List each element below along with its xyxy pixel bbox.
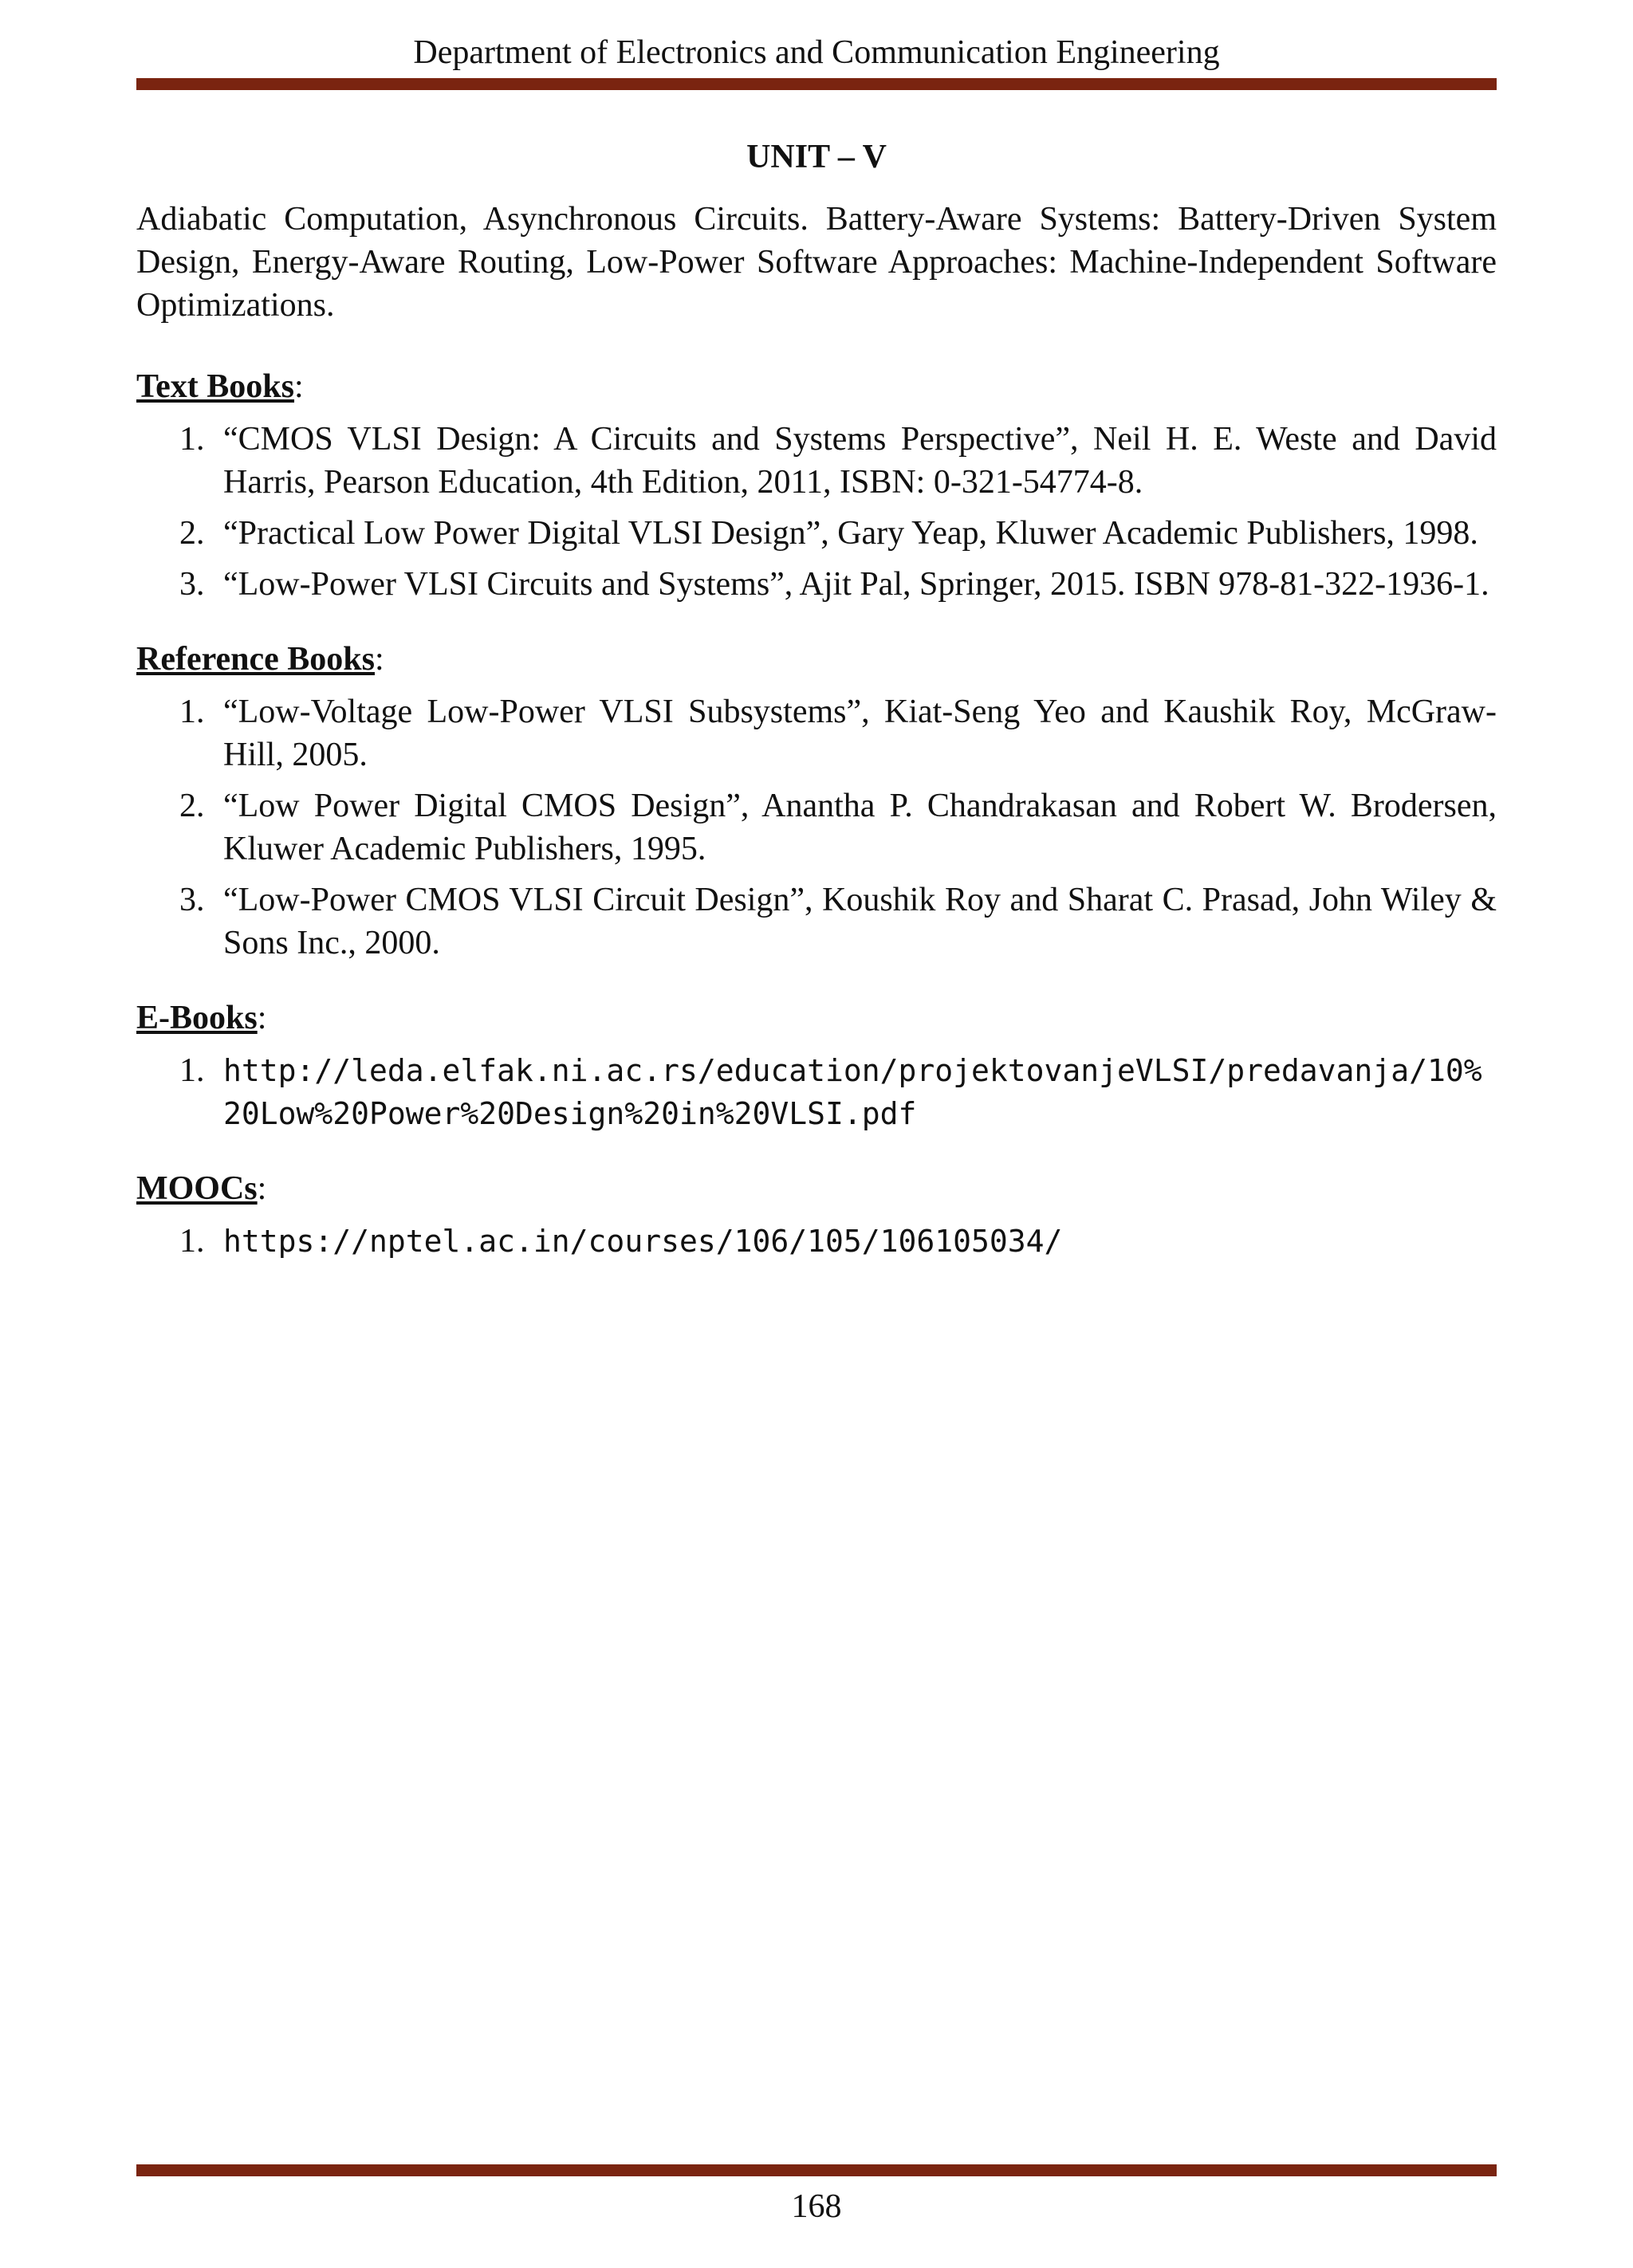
- page-number: 168: [791, 2188, 842, 2225]
- book-citation: “Low-Voltage Low-Power VLSI Subsystems”, Kiat-Seng Yeo and Kaushik Roy, McGraw-Hill, 2005.: [223, 694, 1497, 773]
- mooc-link[interactable]: https://nptel.ac.in/courses/106/105/106105034/: [223, 1224, 1063, 1259]
- page-header: Department of Electronics and Communication Engineering: [413, 34, 1220, 71]
- list-number: 1.: [179, 694, 205, 730]
- list-number: 3.: [179, 882, 205, 918]
- text-books-heading: Text Books:: [136, 368, 304, 405]
- ebooks-list: [136, 1049, 1497, 1135]
- list-number: 3.: [179, 566, 205, 603]
- moocs-list: [136, 1220, 1497, 1263]
- list-number: 2.: [179, 515, 205, 552]
- list-item: [136, 512, 1497, 555]
- book-citation: “Low-Power VLSI Circuits and Systems”, Ajit Pal, Springer, 2015. ISBN 978-81-322-1936-1.: [223, 566, 1489, 603]
- list-number: 1.: [179, 421, 205, 458]
- list-item: [136, 1049, 1497, 1135]
- book-citation: “Low Power Digital CMOS Design”, Anantha P. Chandrakasan and Robert W. Brodersen, Kluwer Academic Publishers, 1995.: [223, 788, 1497, 867]
- reference-books-heading-label: Reference Books: [136, 641, 375, 678]
- text-books-heading-label: Text Books: [136, 368, 295, 405]
- list-item: [136, 418, 1497, 504]
- book-citation: “Practical Low Power Digital VLSI Design”, Gary Yeap, Kluwer Academic Publishers, 1998.: [223, 515, 1478, 552]
- ebooks-heading: E-Books:: [136, 1000, 267, 1036]
- ebook-link[interactable]: http://leda.elfak.ni.ac.rs/education/projektovanjeVLSI/predavanja/10%20Low%20Power%20Design%20in%20VLSI.pdf: [223, 1053, 1482, 1131]
- page-content: [136, 136, 1497, 1295]
- list-number: 1.: [179, 1052, 205, 1089]
- unit-title: UNIT – V: [746, 139, 887, 175]
- list-number: 1.: [179, 1223, 205, 1260]
- book-citation: “Low-Power CMOS VLSI Circuit Design”, Koushik Roy and Sharat C. Prasad, John Wiley & Sons Inc., 2000.: [223, 882, 1497, 961]
- list-item: [136, 879, 1497, 965]
- list-item: [136, 1220, 1497, 1263]
- list-item: [136, 690, 1497, 776]
- reference-books-heading: Reference Books:: [136, 641, 384, 678]
- list-item: [136, 563, 1497, 606]
- book-citation: “CMOS VLSI Design: A Circuits and Systems Perspective”, Neil H. E. Weste and David Harris, Pearson Education, 4th Edition, 2011, ISBN: 0-321-54774-8.: [223, 421, 1497, 501]
- list-item: [136, 784, 1497, 871]
- reference-books-list: [136, 690, 1497, 965]
- moocs-heading: MOOCs:: [136, 1170, 267, 1207]
- list-number: 2.: [179, 788, 205, 824]
- moocs-heading-label: MOOCs: [136, 1170, 258, 1207]
- header-rule: [136, 78, 1497, 90]
- ebooks-heading-label: E-Books: [136, 1000, 258, 1036]
- footer-rule: [136, 2164, 1497, 2176]
- text-books-list: [136, 418, 1497, 606]
- unit-syllabus: Adiabatic Computation, Asynchronous Circuits. Battery-Aware Systems: Battery-Driven System Design, Energy-Aware Routing, Low-Power Software Approaches: Machine-Independent Software Optimizations.: [136, 201, 1497, 324]
